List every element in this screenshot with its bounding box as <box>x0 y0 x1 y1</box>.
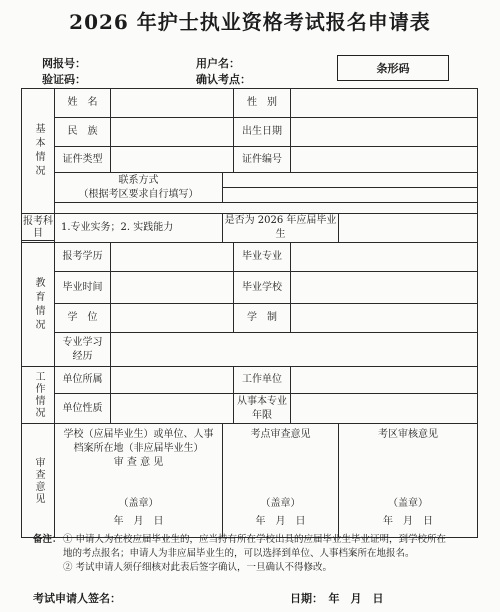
study-history-label-1: 专业学习 <box>62 336 103 348</box>
school-review-date: 年 月 日 <box>113 516 164 527</box>
verify-code-label: 验证码： <box>42 73 86 86</box>
study-history-label <box>55 333 111 367</box>
study-system-label: 学 制 <box>234 304 291 333</box>
years-label-1: 从事本专业 <box>237 395 288 407</box>
id-number-label: 证件编号 <box>234 147 291 173</box>
notes-label: 备注： <box>33 534 62 545</box>
site-review-seal: （盖章） <box>260 498 301 509</box>
gender-field[interactable] <box>291 89 478 118</box>
fresh-graduate-field[interactable] <box>339 214 478 243</box>
signature-date-label: 日期： 年 月 日 <box>290 592 384 605</box>
gender-label: 性 别 <box>234 89 291 118</box>
school-label: 毕业学校 <box>234 272 291 304</box>
study-history-label-2: 经历 <box>72 350 93 362</box>
site-review-cell[interactable] <box>223 424 339 538</box>
note-item-1-line-1: ① 申请人为在校应届毕业生的，应当持有所在学校出具的应届毕业生毕业证明，到学校所在 <box>63 534 447 545</box>
school-review-title-2: 档案所在地（非应届毕业生） <box>73 443 204 454</box>
school-review-title-1: 学校（应届毕业生）或单位、人事 <box>63 429 214 440</box>
applicant-signature-label: 考试申请人签名： <box>33 592 121 605</box>
school-field[interactable] <box>291 272 478 304</box>
years-label <box>234 394 291 424</box>
major-label: 毕业专业 <box>234 243 291 272</box>
district-review-cell[interactable] <box>339 424 478 538</box>
grad-time-field[interactable] <box>111 272 234 304</box>
work-unit-field[interactable] <box>291 367 478 394</box>
ethnicity-field[interactable] <box>111 118 234 147</box>
employer-field[interactable] <box>111 367 234 394</box>
application-form-table <box>21 88 478 538</box>
section-exam-subject <box>22 214 55 243</box>
contact-label <box>55 173 223 203</box>
major-field[interactable] <box>291 243 478 272</box>
confirm-site-label: 确认考点： <box>196 73 251 86</box>
name-field[interactable] <box>111 89 234 118</box>
district-review-title: 考区审核意见 <box>378 429 439 440</box>
contact-title: 联系方式 <box>118 174 159 186</box>
section-work: 工作情况 <box>22 367 55 424</box>
school-review-title-3: 审 查 意 见 <box>113 457 164 468</box>
years-label-2: 年限 <box>252 409 273 421</box>
school-review-cell[interactable] <box>55 424 223 538</box>
school-review-seal: （盖章） <box>118 498 159 509</box>
name-label: 姓 名 <box>55 89 111 118</box>
employer-label: 单位所属 <box>55 367 111 394</box>
note-item-2: ② 考试申请人须仔细核对此表后签字确认，一旦确认不得修改。 <box>63 562 333 573</box>
exam-subjects: 1.专业实务；2. 实践能力 <box>55 214 223 243</box>
study-history-field[interactable] <box>111 333 478 367</box>
barcode-box: 条形码 <box>337 55 449 81</box>
note-item-1-line-2: 地的考点报名；申请人为非应届毕业生的，可以选择到单位、人事档案所在地报名。 <box>63 548 415 559</box>
years-field[interactable] <box>291 394 478 424</box>
degree-field[interactable] <box>111 304 234 333</box>
site-review-date: 年 月 日 <box>255 516 306 527</box>
section-exam-subject-label: 报考科目 <box>23 215 53 239</box>
notes <box>33 533 473 575</box>
ethnicity-label: 民 族 <box>55 118 111 147</box>
section-basic: 基本情况 <box>22 89 55 214</box>
section-education: 教育情况 <box>22 243 55 367</box>
degree-level-field[interactable] <box>111 243 234 272</box>
degree-label: 学 位 <box>55 304 111 333</box>
contact-note: （根据考区要求自行填写） <box>78 188 199 200</box>
site-review-title: 考点审查意见 <box>250 429 311 440</box>
unit-nature-field[interactable] <box>111 394 234 424</box>
user-name-label: 用户名： <box>196 57 240 70</box>
work-unit-label: 工作单位 <box>234 367 291 394</box>
contact-field-1[interactable] <box>223 173 478 188</box>
reg-no-label: 网报号： <box>42 57 86 70</box>
id-type-label: 证件类型 <box>55 147 111 173</box>
study-system-field[interactable] <box>291 304 478 333</box>
page-title: 2026 年护士执业资格考试报名申请表 <box>69 10 431 34</box>
id-number-field[interactable] <box>291 147 478 173</box>
district-review-date: 年 月 日 <box>383 516 434 527</box>
birth-date-label: 出生日期 <box>234 118 291 147</box>
grad-time-label: 毕业时间 <box>55 272 111 304</box>
contact-field-2[interactable] <box>223 188 478 203</box>
fresh-graduate-label: 是否为 2026 年应届毕业生 <box>223 214 339 243</box>
birth-date-field[interactable] <box>291 118 478 147</box>
section-review: 审查意见 <box>22 424 55 538</box>
district-review-seal: （盖章） <box>388 498 429 509</box>
unit-nature-label: 单位性质 <box>55 394 111 424</box>
school-review-title <box>55 428 222 470</box>
degree-level-label: 报考学历 <box>55 243 111 272</box>
basic-spacer-row <box>55 203 478 214</box>
id-type-field[interactable] <box>111 147 234 173</box>
